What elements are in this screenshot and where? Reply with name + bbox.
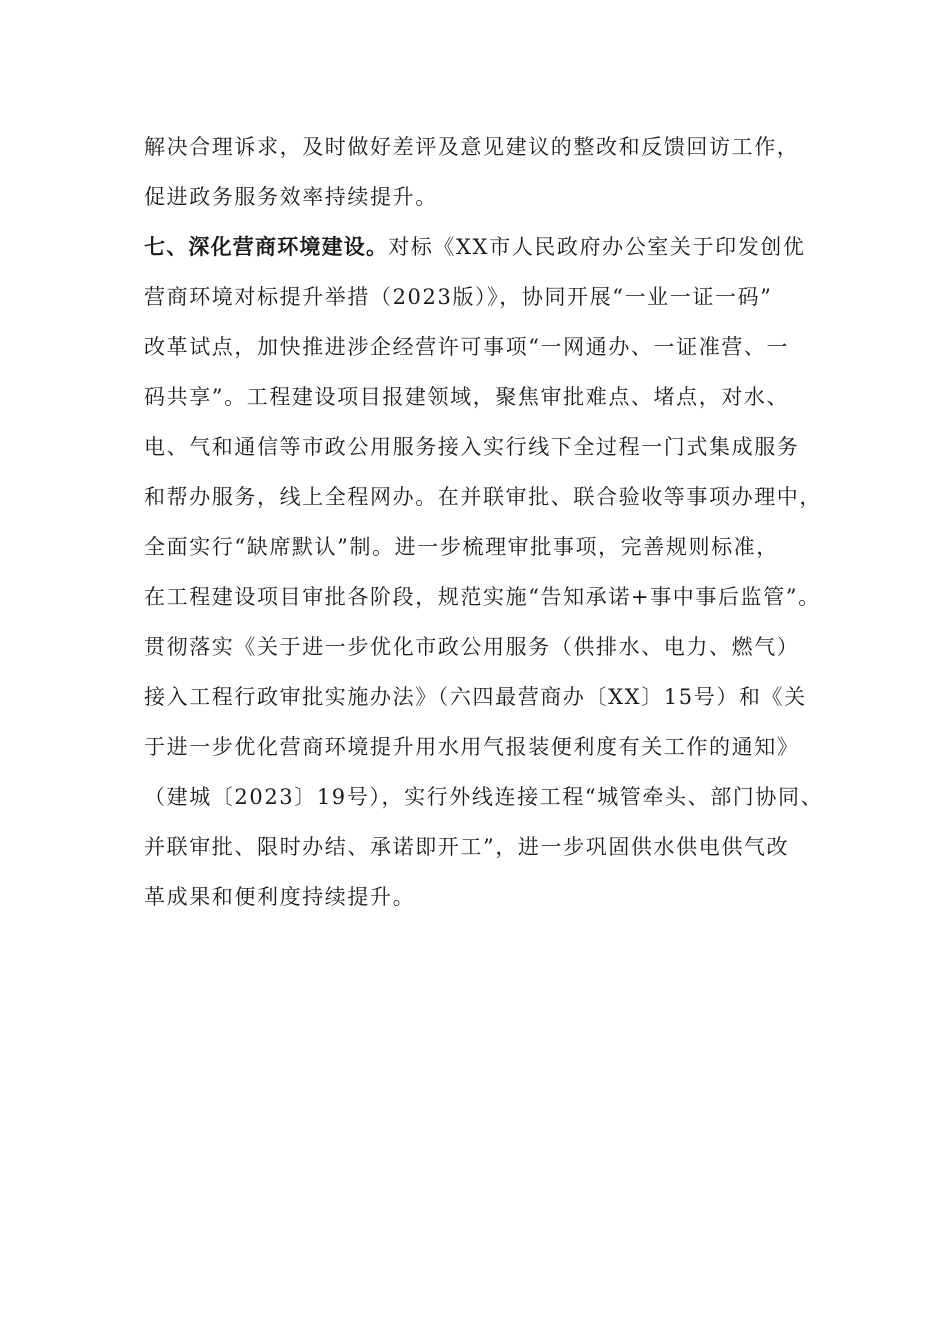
paragraph-line: 电、气和通信等市政公用服务接入实行线下全过程一门式集成服务 [144,435,800,459]
paragraph-line: 全面实行“缺席默认”制。进一步梳理审批事项，完善规则标准， [144,535,779,559]
paragraph-line: 在工程建设项目审批各阶段，规范实施“告知承诺+事中事后监管”。 [144,585,821,609]
section-7-first-line-text: 对标《XX市人民政府办公室关于印发创优 [388,235,806,259]
paragraph-line: 解决合理诉求，及时做好差评及意见建议的整改和反馈回访工作， [144,135,800,159]
paragraph-line: 营商环境对标提升举措（2023版）》，协同开展“一业一证一码” [144,285,773,309]
paragraph-line: 革成果和便利度持续提升。 [144,885,416,909]
section-7-heading: 七、深化营商环境建设。 [144,235,389,259]
paragraph-line: 并联审批、限时办结、承诺即开工”，进一步巩固供水供电供气改 [144,835,790,859]
section-7-first-line [144,230,806,264]
paragraph-line: 改革试点，加快推进涉企经营许可事项“一网通办、一证准营、一 [144,335,790,359]
paragraph-line: 码共享”。工程建设项目报建领域，聚焦审批难点、堵点，对水、 [144,385,790,409]
paragraph-line: 促进政务服务效率持续提升。 [144,185,438,209]
paragraph-line: 于进一步优化营商环境提升用水用气报装便利度有关工作的通知》 [144,735,800,759]
paragraph-line: 接入工程行政审批实施办法》（六四最营商办〔XX〕15号）和《关 [144,685,807,709]
paragraph-line: 和帮办服务，线上全程网办。在并联审批、联合验收等事项办理中， [144,485,822,509]
paragraph-line: （建城〔2023〕19号），实行外线连接工程“城管牵头、部门协同、 [144,785,824,809]
paragraph-line: 贯彻落实《关于进一步优化市政公用服务（供排水、电力、燃气） [144,635,800,659]
